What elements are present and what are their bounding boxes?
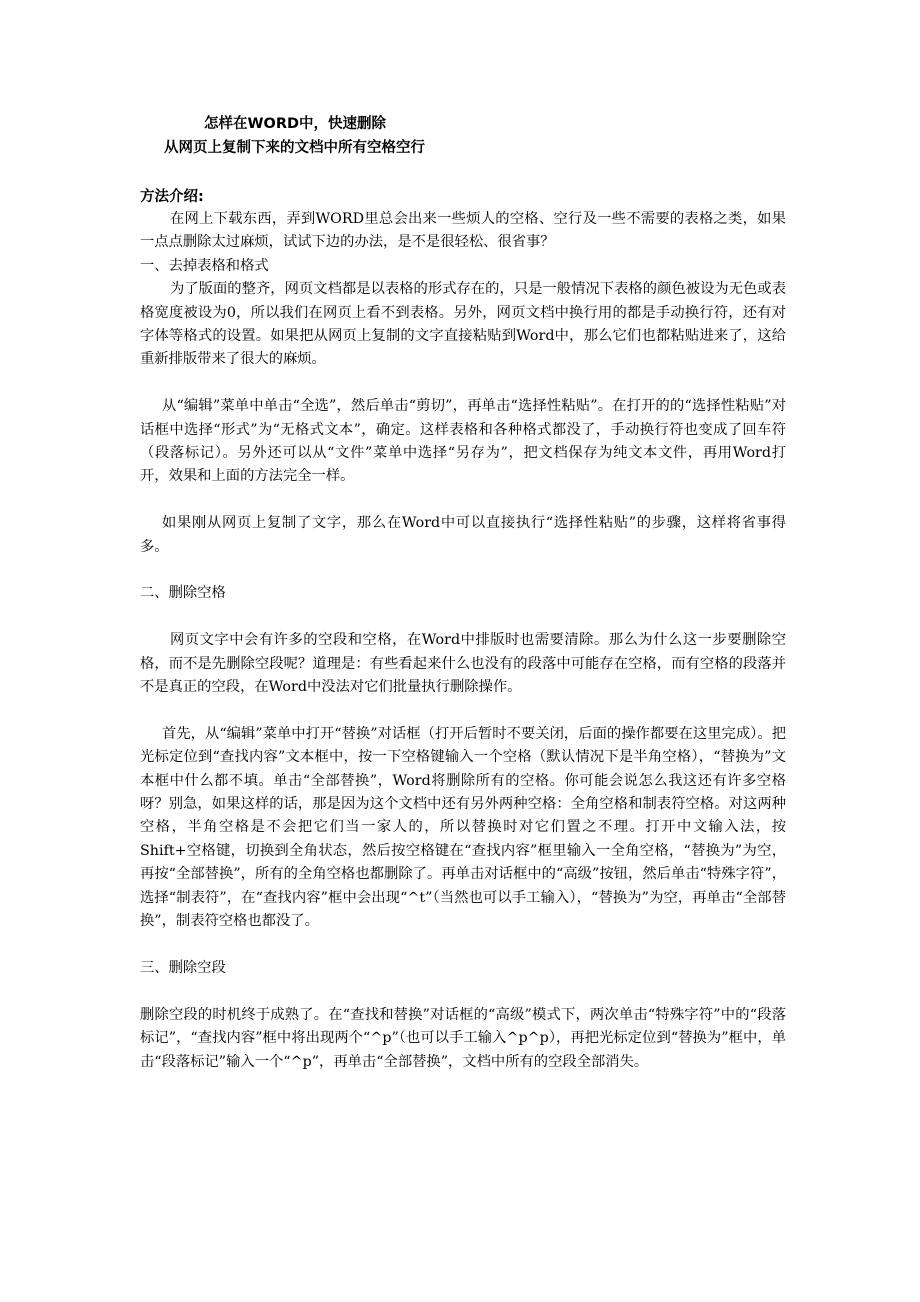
section-1-paragraph-1: 为了版面的整齐，网页文档都是以表格的形式存在的，只是一般情况下表格的颜色被设为无色或表格宽度被设为0，所以我们在网页上看不到表格。另外，网页文档中换行用的都是手动换行符，还有对字体等格式的设置。如果把从网页上复制的文字直接粘贴到Word中，那么它们也都粘贴进来了，这给重新排版带来了很大的麻烦。 [140,281,786,368]
document-page [140,112,786,1074]
spacer [140,699,786,722]
spacer [140,372,786,395]
spacer [140,489,786,512]
section-1-heading: 一、去掉表格和格式 [140,257,269,274]
section-3-paragraph-1: 删除空段的时机终于成熟了。在“查找和替换”对话框的“高级”模式下，两次单击“特殊字符”中的“段落标记”，“查找内容”框中将出现两个“^p”（也可以手工输入^p^p），再把光标定位到“替换为”框中，单击“段落标记”输入一个“^p”，再单击“全部替换”，文档中所有的空段全部消失。 [140,1006,786,1070]
section-3-heading: 三、删除空段 [140,959,226,976]
spacer [140,934,786,957]
document-title-line-1: 怎样在WORD中，快速删除 [204,116,387,132]
section-2-heading: 二、删除空格 [140,585,226,602]
intro-paragraph: 在网上下载东西，弄到WORD里总会出来一些烦人的空格、空行及一些不需要的表格之类，如果一点点删除太过麻烦，试试下边的办法，是不是很轻松、很省事？ [140,211,786,251]
spacer [140,559,786,582]
spacer [140,160,786,186]
section-1-paragraph-2: 从“编辑”菜单中单击“全选”，然后单击“剪切”，再单击“选择性粘贴”。在打开的的“选择性粘贴”对话框中选择“形式”为“无格式文本”，确定。这样表格和各种格式都没了，手动换行符也变成了回车符（段落标记）。另外还可以从“文件”菜单中选择“另存为”，把文档保存为纯文本文件，再用Word打开，效果和上面的方法完全一样。 [140,398,786,485]
section-1-paragraph-3: 如果刚从网页上复制了文字，那么在Word中可以直接执行“选择性粘贴”的步骤，这样将省事得多。 [140,515,786,555]
spacer [140,980,786,1003]
method-label: 方法介绍: [140,189,204,205]
section-2-paragraph-2: 首先，从“编辑”菜单中打开“替换”对话框（打开后暂时不要关闭，后面的操作都要在这里完成）。把光标定位到“查找内容”文本框中，按一下空格键输入一个空格（默认情况下是半角空格），“替换为”文本框中什么都不填。单击“全部替换”，Word将删除所有的空格。你可能会说怎么我这还有许多空格呀？别急，如果这样的话，那是因为这个文档中还有另外两种空格：全角空格和制表符空格。对这两种空格，半角空格是不会把它们当一家人的，所以替换时对它们置之不理。打开中文输入法，按Shift+空格键，切换到全角状态，然后按空格键在“查找内容”框里输入一全角空格，“替换为”为空，再按“全部替换”，所有的全角空格也都删除了。再单击对话框中的“高级”按钮，然后单击“特殊字符”，选择“制表符”，在“查找内容”框中会出现“^t”（当然也可以手工输入），“替换为”为空，再单击“全部替换”，制表符空格也都没了。 [140,725,786,930]
section-2-paragraph-1: 网页文字中会有许多的空段和空格，在Word中排版时也需要清除。那么为什么这一步要删除空格，而不是先删除空段呢？道理是：有些看起来什么也没有的段落中可能存在空格，而有空格的段落并不是真正的空段，在Word中没法对它们批量执行删除操作。 [140,632,786,696]
spacer [140,606,786,629]
document-title-line-2: 从网页上复制下来的文档中所有空格空行 [164,140,425,156]
